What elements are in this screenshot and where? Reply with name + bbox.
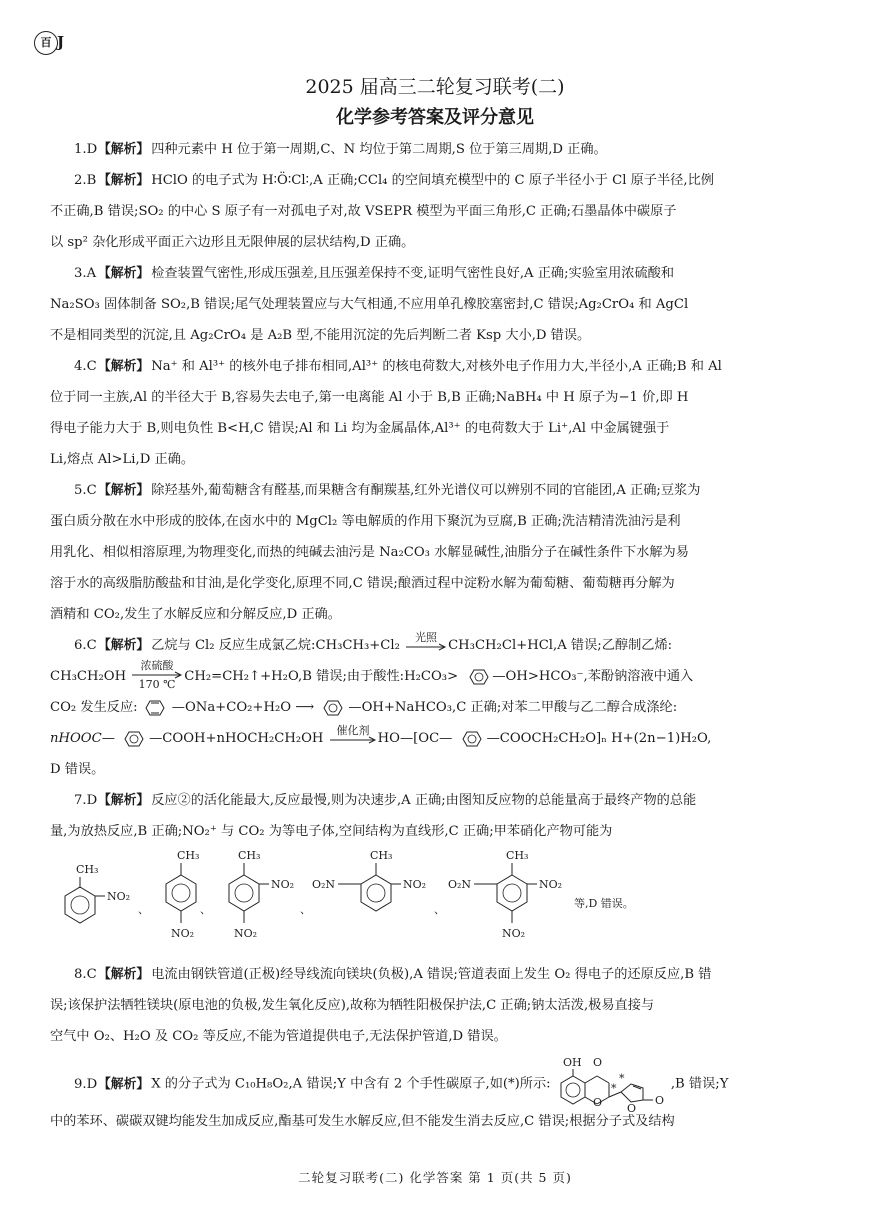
answer-text: 蛋白质分散在水中形成的胶体,在卤水中的 MgCl₂ 等电解质的作用下聚沉为豆腐,B 正确;洗洁精清洗油污是利 bbox=[50, 514, 681, 529]
condition-label: 浓硫酸 bbox=[140, 658, 174, 672]
no2-label: NO₂ bbox=[234, 927, 258, 940]
o2n-label: O₂N bbox=[448, 878, 472, 891]
page-subtitle: 化学参考答案及评分意见 bbox=[336, 107, 534, 128]
answer-text: 空气中 O₂、H₂O 及 CO₂ 等反应,不能为管道提供电子,无法保护管道,D 错误。 bbox=[50, 1029, 507, 1044]
answer-text: —COOH+nHOCH₂CH₂OH bbox=[149, 731, 324, 746]
answer-text: 四种元素中 H 位于第一周期,C、N 均位于第二周期,S 位于第三周期,D 正确。 bbox=[151, 142, 607, 157]
answer-text: 不正确,B 错误;SO₂ 的中心 S 原子有一对孤电子对,故 VSEPR 模型为平面三角形,C 正确;石墨晶体中碳原子 bbox=[50, 204, 677, 219]
benzene-ring-icon bbox=[457, 729, 487, 749]
separator: 、 bbox=[200, 903, 211, 916]
answer-text: 中的苯环、碳碳双键均能发生加成反应,酯基可发生水解反应,但不能发生消去反应,C 错误;根据分子式及结构 bbox=[50, 1114, 675, 1129]
answer-number: 8.C bbox=[74, 967, 97, 982]
answer-text: —ONa+CO₂+H₂O ⟶ bbox=[171, 700, 315, 715]
analysis-tag: 【解析】 bbox=[98, 967, 150, 982]
answer-text: Na⁺ 和 Al³⁺ 的核外电子排布相同,Al³⁺ 的核电荷数大,对核外电子作用力大,半径小,A 正确;B 和 Al bbox=[151, 359, 722, 374]
analysis-tag: 【解析】 bbox=[98, 1076, 150, 1092]
condition-label: 170 ℃ bbox=[138, 677, 176, 691]
answer-text: 量,为放热反应,B 正确;NO₂⁺ 与 CO₂ 为等电子体,空间结构为直线形,C 正确;甲苯硝化产物可能为 bbox=[50, 824, 613, 839]
chiral-structure bbox=[555, 1056, 671, 1115]
answer-number: 6.C bbox=[74, 638, 97, 653]
separator: 、 bbox=[138, 903, 149, 916]
answer-text: Li,熔点 Al>Li,D 正确。 bbox=[50, 452, 195, 467]
chiral-star: * bbox=[618, 1072, 625, 1085]
no2-label: NO₂ bbox=[171, 927, 195, 940]
ch3-label: CH₃ bbox=[370, 849, 393, 862]
analysis-tag: 【解析】 bbox=[98, 793, 150, 808]
answers-1-5 bbox=[50, 134, 800, 630]
answer-number: 9.D bbox=[74, 1076, 98, 1092]
o-label: O bbox=[626, 1102, 636, 1115]
answer-text: 除羟基外,葡萄糖含有醛基,而果糖含有酮羰基,红外光谱仪可以辨别不同的官能团,A 正确;豆浆为 bbox=[151, 483, 701, 498]
o-label: O bbox=[592, 1056, 602, 1069]
separator: 、 bbox=[434, 903, 445, 916]
answer-text: 酒精和 CO₂,发生了水解反应和分解反应,D 正确。 bbox=[50, 607, 341, 622]
no2-label: NO₂ bbox=[107, 890, 131, 903]
answer-text: 得电子能力大于 B,则电负性 B<H,C 错误;Al 和 Li 均为金属晶体,Al³⁺ 的电荷数大于 Li⁺,Al 中金属键强于 bbox=[50, 421, 670, 436]
answer-text: CH₃CH₂Cl+HCl,A 错误;乙醇制乙烯: bbox=[448, 638, 673, 653]
no2-label: NO₂ bbox=[539, 878, 563, 891]
answer-text: —OH>HCO₃⁻,苯酚钠溶液中通入 bbox=[492, 669, 694, 684]
benzene-ring-icon bbox=[119, 729, 149, 749]
analysis-tag: 【解析】 bbox=[98, 173, 150, 188]
answer-text: 误;该保护法牺牲镁块(原电池的负极,发生氧化反应),故称为牺牲阳极保护法,C 正确;钠太活泼,极易直接与 bbox=[50, 998, 655, 1013]
answer-2 bbox=[50, 165, 800, 258]
answer-text: HClO 的电子式为 H∶Ö∶Cl∶,A 正确;CCl₄ 的空间填充模型中的 C 原子半径小于 Cl 原子半径,比例 bbox=[151, 173, 714, 188]
no2-label: NO₂ bbox=[502, 927, 526, 940]
reaction-arrow bbox=[404, 630, 448, 654]
answer-5 bbox=[50, 475, 800, 630]
answer-text: CH₃CH₂OH bbox=[50, 669, 127, 684]
separator: 、 bbox=[300, 903, 311, 916]
answer-number: 4.C bbox=[74, 359, 97, 374]
analysis-tag: 【解析】 bbox=[98, 638, 150, 653]
answer-text: nHOOC— bbox=[50, 731, 115, 746]
answer-text: X 的分子式为 C₁₀H₈O₂,A 错误;Y 中含有 2 个手性碳原子,如(*)所示: bbox=[151, 1076, 551, 1092]
ch3-label: CH₃ bbox=[506, 849, 529, 862]
reaction-arrow bbox=[130, 658, 184, 691]
answer-number: 1.D bbox=[74, 142, 98, 157]
answer-text: D 错误。 bbox=[50, 762, 105, 777]
answer-8 bbox=[50, 959, 800, 1052]
analysis-tag: 【解析】 bbox=[98, 142, 150, 157]
condition-label: 催化剂 bbox=[336, 723, 370, 737]
answer-text: 位于同一主族,Al 的半径大于 B,容易失去电子,第一电离能 Al 小于 B,B 正确;NaBH₄ 中 H 原子为−1 价,即 H bbox=[50, 390, 689, 405]
analysis-tag: 【解析】 bbox=[98, 483, 150, 498]
logo-seal: 百 bbox=[34, 31, 58, 55]
nitrotoluene-structures bbox=[50, 847, 800, 959]
answer-4 bbox=[50, 351, 800, 475]
o-label: O bbox=[592, 1096, 602, 1109]
answer-text: —COOCH₂CH₂O]ₙ H+(2n−1)H₂O, bbox=[486, 731, 712, 746]
benzene-ring-icon bbox=[318, 698, 348, 718]
answer-9 bbox=[50, 1056, 800, 1137]
answer-text: 用乳化、相似相溶原理,为物理变化,而热的纯碱去油污是 Na₂CO₃ 水解显碱性,油脂分子在碱性条件下水解为易 bbox=[50, 545, 689, 560]
page-title: 2025 届高三二轮复习联考(二) bbox=[305, 76, 565, 98]
answer-1 bbox=[74, 134, 800, 165]
answer-text: 不是相同类型的沉淀,且 Ag₂CrO₄ 是 A₂B 型,不能用沉淀的先后判断二者 Ksp 大小,D 错误。 bbox=[50, 328, 591, 343]
o2n-label: O₂N bbox=[312, 878, 336, 891]
ch3-label: CH₃ bbox=[238, 849, 261, 862]
answer-7 bbox=[50, 785, 800, 959]
logo-mark: J bbox=[57, 33, 65, 51]
no2-label: NO₂ bbox=[271, 878, 295, 891]
answer-text: 等,D 错误。 bbox=[574, 897, 634, 910]
benzene-ring-icon bbox=[142, 698, 172, 718]
benzene-ring-icon bbox=[462, 667, 492, 687]
page-footer: 二轮复习联考(二) 化学答案 第 1 页(共 5 页) bbox=[298, 1170, 572, 1185]
answer-text: —OH+NaHCO₃,C 正确;对苯二甲酸与乙二醇合成涤纶: bbox=[348, 700, 678, 715]
answer-3 bbox=[50, 258, 800, 351]
analysis-tag: 【解析】 bbox=[98, 266, 150, 281]
answer-text: Na₂SO₃ 固体制备 SO₂,B 错误;尾气处理装置应与大气相通,不应用单孔橡胶塞密封,C 错误;Ag₂CrO₄ 和 AgCl bbox=[50, 297, 689, 312]
answer-text: HO—[OC— bbox=[377, 731, 453, 746]
answer-number: 3.A bbox=[74, 266, 97, 281]
no2-label: NO₂ bbox=[403, 878, 427, 891]
chiral-star: * bbox=[610, 1082, 617, 1095]
answer-text: 检查装置气密性,形成压强差,且压强差保持不变,证明气密性良好,A 正确;实验室用浓硫酸和 bbox=[151, 266, 675, 281]
answer-text: 溶于水的高级脂肪酸盐和甘油,是化学变化,原理不同,C 错误;酿酒过程中淀粉水解为葡萄糖、葡萄糖再分解为 bbox=[50, 576, 675, 591]
answer-number: 2.B bbox=[74, 173, 97, 188]
answer-number: 5.C bbox=[74, 483, 97, 498]
analysis-tag: 【解析】 bbox=[98, 359, 150, 374]
ch3-label: CH₃ bbox=[177, 849, 200, 862]
structure-diagram bbox=[50, 847, 776, 959]
answer-6 bbox=[50, 630, 800, 785]
answer-text: 以 sp² 杂化形成平面正六边形且无限伸展的层状结构,D 正确。 bbox=[50, 235, 415, 250]
o-label: O bbox=[654, 1094, 664, 1107]
answer-text: 反应②的活化能最大,反应最慢,则为决速步,A 正确;由图知反应物的总能量高于最终产物的总能 bbox=[151, 793, 697, 808]
oh-label: OH bbox=[562, 1056, 582, 1069]
answer-number: 7.D bbox=[74, 793, 98, 808]
reaction-arrow bbox=[328, 723, 378, 747]
answer-text: 电流由钢铁管道(正极)经导线流向镁块(负极),A 错误;管道表面上发生 O₂ 得电子的还原反应,B 错 bbox=[151, 967, 712, 982]
condition-label: 光照 bbox=[415, 630, 438, 644]
answer-text: CO₂ 发生反应: bbox=[50, 700, 138, 715]
ch3-label: CH₃ bbox=[76, 863, 99, 876]
answer-text: ,B 错误;Y bbox=[670, 1076, 729, 1092]
answer-content bbox=[50, 134, 800, 1137]
answer-text: 乙烷与 Cl₂ 反应生成氯乙烷:CH₃CH₃+Cl₂ bbox=[151, 638, 400, 653]
answer-text: CH₂=CH₂↑+H₂O,B 错误;由于酸性:H₂CO₃> bbox=[184, 669, 459, 684]
